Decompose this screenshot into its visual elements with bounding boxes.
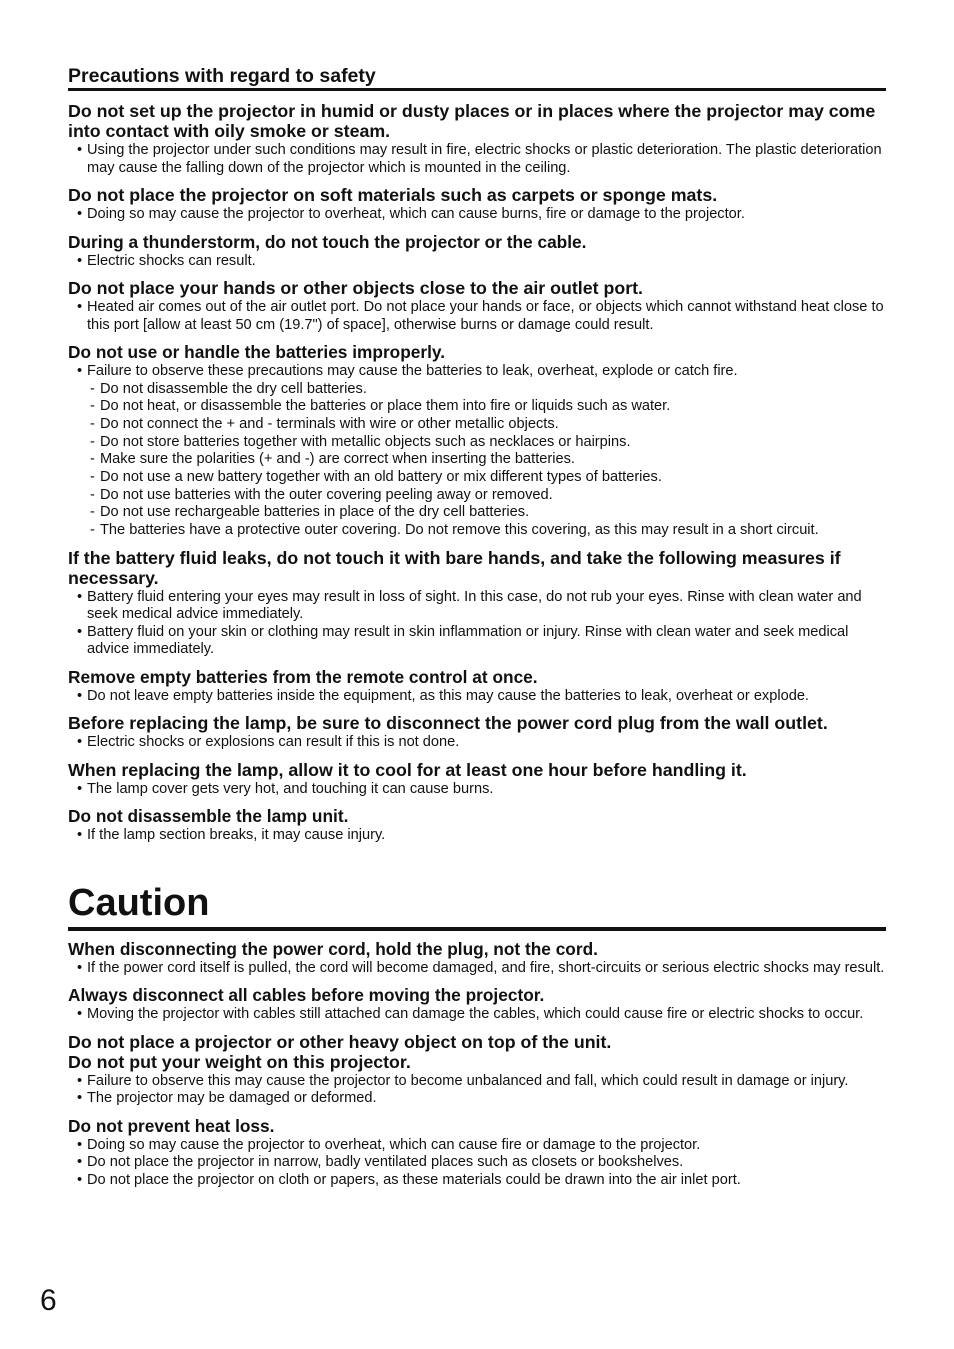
dash-item: - Make sure the polarities (+ and -) are correct when inserting the batteries. <box>68 451 886 469</box>
bullet-item: • Battery fluid entering your eyes may result in loss of sight. In this case, do not rub your eyes. Rinse with clean water and seek medical advice immediately. <box>68 589 886 624</box>
bullet-list <box>68 688 886 706</box>
bullet-list <box>68 363 886 381</box>
bullet-item: • The lamp cover gets very hot, and touching it can cause burns. <box>68 781 886 799</box>
safety-list <box>68 101 886 845</box>
precaution-heading: Do not prevent heat loss. <box>68 1115 275 1136</box>
bullet-item: • Electric shocks or explosions can result if this is not done. <box>68 734 886 752</box>
precaution-item <box>68 760 886 799</box>
bullet-list <box>68 781 886 799</box>
precaution-item <box>68 713 886 752</box>
precaution-item <box>68 101 886 177</box>
precaution-item <box>68 548 886 659</box>
bullet-list <box>68 142 886 177</box>
dash-item: - Do not use a new battery together with an old battery or mix different types of batteries. <box>68 469 886 487</box>
precaution-item <box>68 985 886 1024</box>
dash-item: - Do not store batteries together with metallic objects such as necklaces or hairpins. <box>68 434 886 452</box>
precaution-item <box>68 232 886 271</box>
bullet-item: • Do not place the projector in narrow, badly ventilated places such as closets or bookshelves. <box>68 1154 886 1172</box>
precaution-item <box>68 1032 886 1108</box>
precaution-heading: Do not set up the projector in humid or dusty places or in places where the projector may come into contact with oily smoke or steam. <box>68 101 876 141</box>
bullet-item: • Using the projector under such conditions may result in fire, electric shocks or plastic deterioration. The plastic deterioration may cause the falling down of the projector which is mounted in the ceiling. <box>68 142 886 177</box>
precaution-heading: Do not place the projector on soft materials such as carpets or sponge mats. <box>68 185 718 205</box>
bullet-item: • Failure to observe these precautions may cause the batteries to leak, overheat, explode or catch fire. <box>68 363 886 381</box>
precaution-item <box>68 939 886 978</box>
bullet-item: • The projector may be damaged or deformed. <box>68 1090 886 1108</box>
bullet-item: • Failure to observe this may cause the projector to become unbalanced and fall, which could result in damage or injury. <box>68 1073 886 1091</box>
precaution-heading: Do not use or handle the batteries improperly. <box>68 342 446 362</box>
dash-item: - Do not connect the + and - terminals with wire or other metallic objects. <box>68 416 886 434</box>
bullet-item: • Heated air comes out of the air outlet port. Do not place your hands or face, or objects which cannot withstand heat close to this port [allow at least 50 cm (19.7") of space], otherwise burns or damage could result. <box>68 299 886 334</box>
dash-list <box>68 381 886 540</box>
precaution-item <box>68 278 886 334</box>
precaution-item <box>68 342 886 540</box>
precaution-heading: Do not place your hands or other objects close to the air outlet port. <box>68 278 643 298</box>
bullet-list <box>68 1073 886 1108</box>
dash-item: - Do not use batteries with the outer covering peeling away or removed. <box>68 487 886 505</box>
precaution-heading: Do not place a projector or other heavy object on top of the unit. <box>68 1031 612 1052</box>
bullet-list <box>68 299 886 334</box>
dash-item: - The batteries have a protective outer covering. Do not remove this covering, as this may result in a short circuit. <box>68 522 886 540</box>
dash-item: - Do not use rechargeable batteries in place of the dry cell batteries. <box>68 504 886 522</box>
bullet-list <box>68 1006 886 1024</box>
precaution-heading: Always disconnect all cables before moving the projector. <box>68 985 545 1006</box>
bullet-item: • Do not leave empty batteries inside the equipment, as this may cause the batteries to leak, overheat or explode. <box>68 688 886 706</box>
bullet-item: • Do not place the projector on cloth or papers, as these materials could be drawn into the air inlet port. <box>68 1172 886 1190</box>
dash-item: - Do not disassemble the dry cell batteries. <box>68 381 886 399</box>
precaution-heading: Do not put your weight on this projector. <box>68 1051 411 1072</box>
bullet-item: • Doing so may cause the projector to overheat, which can cause fire or damage to the projector. <box>68 1137 886 1155</box>
page-content <box>68 64 886 1197</box>
caution-list <box>68 939 886 1190</box>
bullet-list <box>68 960 886 978</box>
dash-item: - Do not heat, or disassemble the batteries or place them into fire or liquids such as water. <box>68 398 886 416</box>
precaution-heading: During a thunderstorm, do not touch the projector or the cable. <box>68 231 587 252</box>
precaution-heading: When replacing the lamp, allow it to cool for at least one hour before handling it. <box>68 759 747 780</box>
bullet-list <box>68 253 886 271</box>
bullet-item: • Doing so may cause the projector to overheat, which can cause burns, fire or damage to the projector. <box>68 206 886 224</box>
precaution-item <box>68 667 886 706</box>
precaution-heading: Remove empty batteries from the remote control at once. <box>68 666 538 687</box>
safety-section-title: Precautions with regard to safety <box>68 64 886 91</box>
precaution-item <box>68 185 886 224</box>
bullet-list <box>68 734 886 752</box>
precaution-item <box>68 806 886 845</box>
bullet-list <box>68 1137 886 1190</box>
bullet-list <box>68 827 886 845</box>
precaution-heading: Do not disassemble the lamp unit. <box>68 806 349 827</box>
bullet-item: • If the power cord itself is pulled, the cord will become damaged, and fire, short-circuits or serious electric shocks may result. <box>68 960 886 978</box>
precaution-item <box>68 1116 886 1190</box>
bullet-item: • Battery fluid on your skin or clothing may result in skin inflammation or injury. Rinse with clean water and seek medical advice immediately. <box>68 624 886 659</box>
precaution-heading: If the battery fluid leaks, do not touch it with bare hands, and take the following measures if necessary. <box>68 547 841 588</box>
precaution-heading: When disconnecting the power cord, hold the plug, not the cord. <box>68 938 598 959</box>
bullet-list <box>68 206 886 224</box>
bullet-list <box>68 589 886 659</box>
precaution-heading: Before replacing the lamp, be sure to disconnect the power cord plug from the wall outlet. <box>68 713 828 734</box>
bullet-item: • Electric shocks can result. <box>68 253 886 271</box>
bullet-item: • If the lamp section breaks, it may cause injury. <box>68 827 886 845</box>
caution-section-title: Caution <box>68 881 886 931</box>
bullet-item: • Moving the projector with cables still attached can damage the cables, which could cause fire or electric shocks to occur. <box>68 1006 886 1024</box>
page-number: 6 <box>40 1284 57 1317</box>
